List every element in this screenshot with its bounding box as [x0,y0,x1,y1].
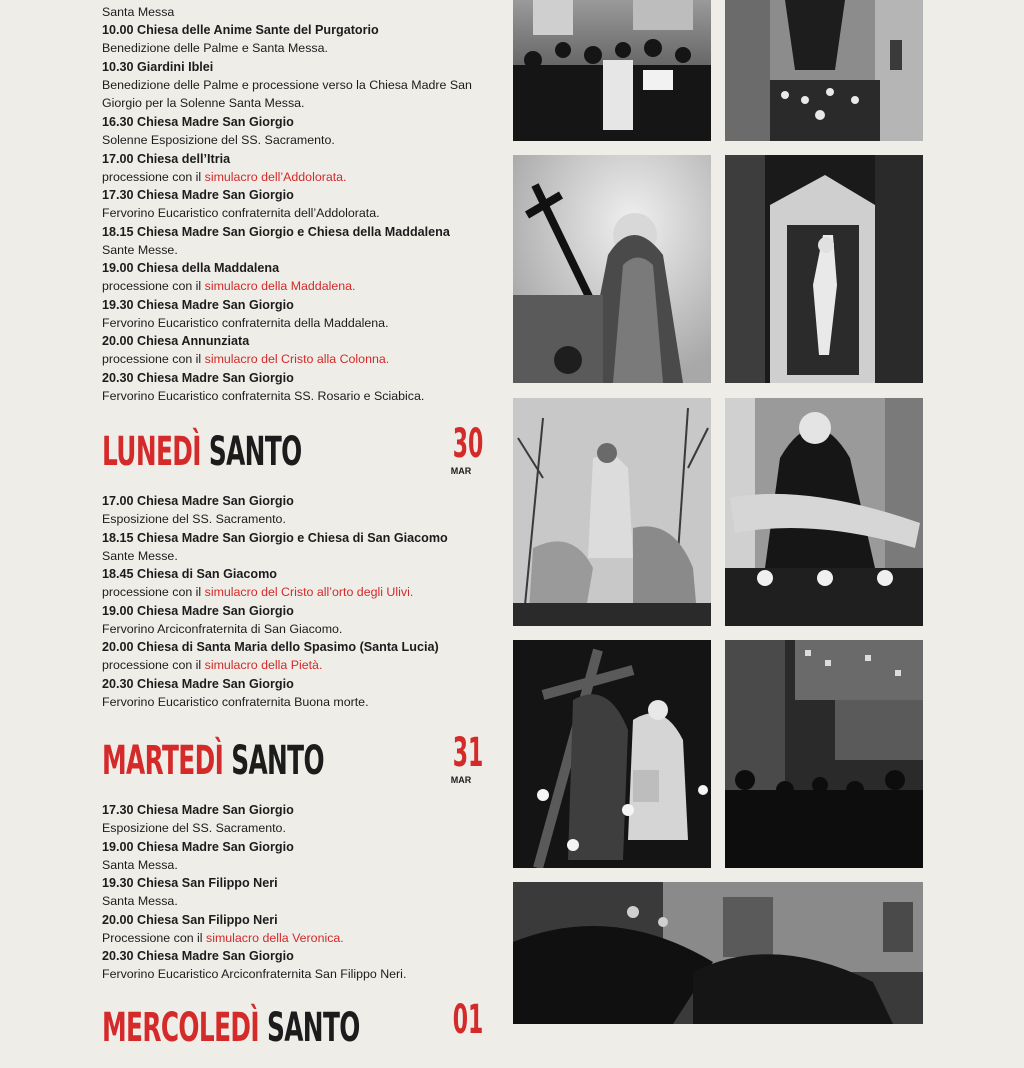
entry-time-place: 16.30 Chiesa Madre San Giorgio [102,115,294,129]
entry-time-place: 19.30 Chiesa Madre San Giorgio [102,298,294,312]
top-cut-text: Santa Messa [102,5,175,19]
entry-time-place: 19.30 Chiesa San Filippo Neri [102,876,278,890]
schedule-entry [102,838,482,874]
entry-description: Giorgio per la Solenne Santa Messa. [102,96,305,110]
day-date [446,730,484,785]
schedule-column [102,0,484,1051]
schedule-entry [102,874,482,910]
entry-description: Sante Messe. [102,243,178,257]
photo-statue-carried-facade [725,0,923,141]
entry-time-place: 19.00 Chiesa della Maddalena [102,261,280,275]
entry-description: processione con il simulacro del Cristo alla Colonna. [102,352,390,366]
entry-description: Fervorino Arciconfraternita di San Giacomo. [102,622,343,636]
entry-time-place: 19.00 Chiesa Madre San Giorgio [102,604,294,618]
schedule-entry [102,492,482,528]
date-number: 31 [452,730,484,776]
day-header-martedi [102,731,482,801]
photo-veronica-with-cross-statue [513,640,711,868]
photo-maddalena-with-cross-statue [513,155,711,383]
date-number: 30 [452,421,484,467]
schedule-entry [102,259,482,295]
entry-time-place: 19.00 Chiesa Madre San Giorgio [102,840,294,854]
entry-description: Processione con il simulacro della Veronica. [102,931,344,945]
entry-time-place: 20.30 Chiesa Madre San Giorgio [102,677,294,691]
entry-description: processione con il simulacro della Pietà. [102,658,323,672]
day-header-lunedi [102,422,482,492]
entry-time-place: 18.15 Chiesa Madre San Giorgio e Chiesa di San Giacomo [102,531,448,545]
day-date [446,421,484,476]
schedule-entry [102,801,482,837]
entry-time-place: 10.00 Chiesa delle Anime Sante del Purgatorio [102,23,379,37]
schedule-entry [102,911,482,947]
entry-time-place: 17.30 Chiesa Madre San Giorgio [102,188,294,202]
entry-description: Fervorino Eucaristico confraternita dell’Addolorata. [102,206,380,220]
entry-time-place: 20.00 Chiesa Annunziata [102,334,250,348]
schedule-entry [102,113,482,149]
date-number: 01 [452,997,484,1043]
entry-time-place: 10.30 Giardini Iblei [102,60,214,74]
photo-cristo-alla-colonna-shrine [725,155,923,383]
schedule-entry [102,150,482,186]
entry-description: Fervorino Eucaristico Arciconfraternita San Filippo Neri. [102,967,407,981]
day-name: MARTEDÌ SANTO [102,738,324,784]
entry-description: Santa Messa. [102,858,178,872]
day-name: MERCOLEDÌ SANTO [102,1005,360,1051]
schedule-entry [102,332,482,368]
schedule-entry [102,529,482,565]
entry-time-place: 20.30 Chiesa Madre San Giorgio [102,949,294,963]
entry-description: Solenne Esposizione del SS. Sacramento. [102,133,335,147]
schedule-entry [102,58,482,112]
photo-night-procession-square [513,882,923,1024]
photo-night-street-procession [725,640,923,868]
entry-time-place: 20.00 Chiesa di Santa Maria dello Spasimo (Santa Lucia) [102,640,439,654]
schedule-entry [102,602,482,638]
entry-time-place: 20.30 Chiesa Madre San Giorgio [102,371,294,385]
schedule-entry [102,565,482,601]
entry-time-place: 17.00 Chiesa Madre San Giorgio [102,494,294,508]
entry-description: Benedizione delle Palme e processione verso la Chiesa Madre San [102,78,472,92]
schedule-entry [102,296,482,332]
entry-description: processione con il simulacro della Maddalena. [102,279,356,293]
entry-description: Fervorino Eucaristico confraternita Buona morte. [102,695,369,709]
schedule-entry [102,21,482,57]
entry-description: Sante Messe. [102,549,178,563]
day-date [446,997,484,1043]
entry-time-place: 20.00 Chiesa San Filippo Neri [102,913,278,927]
entry-description: processione con il simulacro del Cristo all’orto degli Ulivi. [102,585,414,599]
entry-description: Esposizione del SS. Sacramento. [102,512,286,526]
entry-description: Fervorino Eucaristico confraternita della Maddalena. [102,316,389,330]
schedule-entry [102,947,482,983]
date-month: MAR [450,775,472,785]
photo-pieta-statue [725,398,923,626]
schedule-entry [102,675,482,711]
entry-time-place: 18.15 Chiesa Madre San Giorgio e Chiesa della Maddalena [102,225,450,239]
entry-description: Esposizione del SS. Sacramento. [102,821,286,835]
entry-description: Benedizione delle Palme e Santa Messa. [102,41,328,55]
date-month: MAR [450,466,472,476]
entry-description: Santa Messa. [102,894,178,908]
entry-description: processione con il simulacro dell’Addolorata. [102,170,347,184]
photo-crowd-procession-palms [513,0,711,141]
day-name: LUNEDÌ SANTO [102,429,302,475]
schedule-entry [102,186,482,222]
day-header-mercoledi [102,998,482,1068]
schedule-entry [102,223,482,259]
schedule-entry [102,369,482,405]
photo-cristo-orto-ulivi-statues [513,398,711,626]
entry-time-place: 17.00 Chiesa dell’Itria [102,152,231,166]
entry-description: Fervorino Eucaristico confraternita SS. Rosario e Sciabica. [102,389,425,403]
entry-time-place: 17.30 Chiesa Madre San Giorgio [102,803,294,817]
entry-time-place: 18.45 Chiesa di San Giacomo [102,567,277,581]
schedule-entry [102,638,482,674]
